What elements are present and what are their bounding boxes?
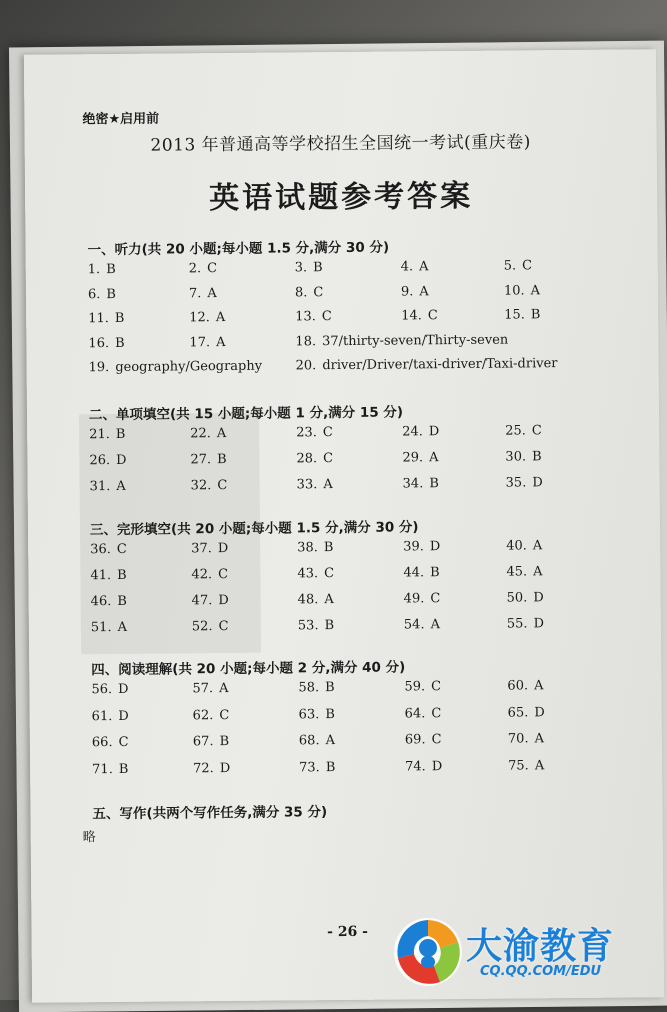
- answer-item: [507, 616, 544, 631]
- answer-value: B: [114, 310, 125, 326]
- answer-value: C: [431, 732, 442, 748]
- answer-value: A: [325, 733, 336, 749]
- answer-item: [504, 283, 540, 298]
- question-number: 61.: [91, 708, 113, 724]
- answer-item: [189, 310, 225, 325]
- answer-item: [507, 590, 544, 605]
- answer-item: [403, 476, 439, 491]
- answer-item: [298, 680, 334, 695]
- answer-value: C: [321, 309, 332, 325]
- watermark-brand: 大渝教育: [466, 926, 615, 967]
- document-title: 英语试题参考答案: [208, 178, 474, 217]
- answer-item: [401, 259, 429, 274]
- answer-section: [82, 798, 592, 846]
- section-heading: 一、听力(共 20 小题;每小题 1.5 分,满分 30 分): [87, 239, 390, 259]
- answer-item: [91, 620, 127, 635]
- answer-item: [83, 826, 96, 845]
- answer-item: [404, 617, 440, 632]
- question-number: 59.: [404, 679, 426, 695]
- answer-value: D: [219, 760, 231, 776]
- question-number: 43.: [297, 566, 319, 582]
- answer-value: B: [106, 286, 117, 302]
- exam-title: 2013 年普通高等学校招生全国统一考试(重庆卷): [150, 132, 531, 156]
- question-number: 12.: [189, 310, 210, 326]
- answer-item: [504, 307, 540, 322]
- answer-item: [404, 591, 441, 606]
- question-number: 36.: [90, 542, 111, 558]
- question-number: 24.: [402, 424, 423, 440]
- answer-item: [91, 594, 127, 609]
- answer-value: A: [534, 757, 545, 773]
- question-number: 32.: [190, 478, 212, 494]
- question-number: 70.: [507, 731, 529, 747]
- question-number: 71.: [92, 761, 113, 777]
- answer-value: D: [217, 541, 229, 557]
- question-number: 48.: [297, 592, 319, 608]
- question-number: 67.: [192, 734, 214, 750]
- answer-value: B: [530, 307, 541, 323]
- answer-item: [401, 308, 438, 323]
- question-number: 46.: [90, 594, 112, 610]
- question-number: 60.: [507, 678, 529, 694]
- answer-value: C: [323, 451, 334, 467]
- question-number: 25.: [505, 423, 526, 439]
- question-number: 52.: [191, 619, 213, 635]
- question-number: 11.: [88, 311, 109, 327]
- answer-value: C: [324, 566, 335, 582]
- answer-value: D: [428, 424, 440, 440]
- section-heading: 四、阅读理解(共 20 小题;每小题 2 分,满分 40 分): [91, 659, 406, 679]
- answer-value: C: [207, 261, 218, 277]
- answer-item: [507, 678, 543, 693]
- answer-item: [193, 708, 230, 723]
- answer-item: [402, 424, 439, 439]
- question-number: 55.: [506, 616, 528, 632]
- answer-value: C: [218, 567, 229, 583]
- answer-item: [403, 539, 440, 554]
- answer-value: A: [323, 477, 333, 493]
- answer-value: B: [325, 706, 335, 722]
- answer-item: [192, 619, 229, 634]
- answer-value: D: [429, 539, 441, 555]
- answer-item: [90, 542, 127, 557]
- answer-value: A: [207, 285, 217, 301]
- question-number: 35.: [505, 475, 527, 491]
- answer-item: [193, 761, 230, 776]
- question-number: 22.: [190, 426, 211, 442]
- question-number: 47.: [191, 593, 213, 609]
- answer-item: [508, 705, 545, 720]
- question-number: 74.: [405, 758, 426, 774]
- question-number: 37.: [191, 541, 212, 557]
- question-number: 19.: [88, 360, 110, 376]
- question-number: 14.: [401, 308, 422, 324]
- answer-value: A: [215, 310, 226, 326]
- answer-value: B: [429, 476, 439, 492]
- answer-value: A: [216, 334, 226, 350]
- answer-value: C: [217, 478, 228, 494]
- question-number: 44.: [403, 565, 425, 581]
- answer-item: [192, 593, 229, 608]
- page-number: - 26 -: [327, 923, 369, 941]
- question-number: 31.: [89, 479, 111, 495]
- answer-value: D: [533, 590, 544, 606]
- question-number: 20.: [295, 358, 317, 374]
- answer-item: [298, 618, 334, 633]
- answer-item: [189, 261, 217, 276]
- answer-value: B: [115, 335, 125, 351]
- answer-item: [296, 356, 558, 373]
- answer-item: [299, 707, 335, 722]
- answer-value: C: [430, 591, 441, 607]
- answer-value: D: [431, 758, 443, 774]
- question-number: 75.: [508, 757, 529, 774]
- answer-value: D: [116, 452, 127, 468]
- answer-value: 37/thirty-seven/Thirty-seven: [322, 332, 509, 349]
- answer-item: [298, 592, 334, 607]
- answer-value: A: [534, 678, 544, 694]
- question-number: 58.: [298, 680, 320, 696]
- question-number: 29.: [402, 450, 424, 466]
- answer-item: [296, 451, 333, 466]
- answer-value: B: [106, 261, 116, 278]
- answer-item: [92, 708, 129, 723]
- question-number: 27.: [190, 452, 212, 468]
- answer-value: A: [533, 564, 543, 580]
- answer-value: A: [324, 592, 334, 608]
- answer-item: [504, 258, 532, 273]
- question-number: 65.: [507, 704, 529, 721]
- question-number: 66.: [91, 735, 113, 751]
- answer-item: [506, 564, 542, 579]
- question-number: 40.: [506, 538, 527, 554]
- watermark-url: CQ.QQ.COM/EDU: [480, 964, 602, 979]
- answer-item: [90, 568, 126, 583]
- question-number: 51.: [90, 620, 112, 636]
- answer-value: C: [427, 308, 438, 324]
- answer-item: [404, 679, 441, 694]
- answer-value: B: [217, 452, 227, 468]
- answer-item: [505, 423, 542, 438]
- answer-value: A: [530, 282, 541, 298]
- answer-item: [92, 735, 129, 750]
- dayu-logo-icon: [388, 912, 468, 992]
- question-number: 18.: [295, 333, 317, 349]
- answer-item: [508, 758, 544, 773]
- answer-item: [190, 452, 226, 467]
- answer-item: [508, 731, 544, 746]
- answer-value: D: [534, 704, 545, 720]
- answer-value: C: [522, 258, 533, 274]
- answer-section: [88, 399, 589, 495]
- answer-value: D: [532, 475, 543, 491]
- answer-value: C: [313, 284, 324, 300]
- section-heading: 二、单项填空(共 15 小题;每小题 1 分,满分 15 分): [88, 404, 404, 424]
- answer-item: [295, 260, 323, 275]
- question-number: 21.: [89, 427, 110, 443]
- question-number: 72.: [193, 760, 214, 776]
- answer-value: B: [313, 260, 323, 276]
- answer-item: [506, 538, 542, 553]
- answer-value: A: [430, 617, 441, 633]
- answer-item: [505, 449, 541, 464]
- answer-item: [193, 734, 229, 749]
- answer-item: [92, 761, 128, 776]
- answer-item: [88, 262, 116, 277]
- question-number: 15.: [504, 307, 525, 323]
- question-number: 64.: [404, 705, 426, 721]
- answer-value: D: [533, 616, 545, 632]
- answer-value: A: [429, 450, 439, 466]
- question-number: 73.: [299, 759, 320, 775]
- answer-item: [299, 733, 335, 748]
- answer-item: [405, 732, 442, 747]
- answer-value: B: [325, 759, 336, 775]
- question-number: 50.: [506, 590, 528, 606]
- answer-item: [190, 426, 226, 441]
- answer-value: C: [218, 619, 229, 635]
- answer-item: [296, 425, 333, 440]
- answer-item: [295, 332, 508, 349]
- answer-value: C: [531, 423, 542, 439]
- answer-item: [191, 478, 228, 493]
- answer-value: A: [534, 731, 545, 747]
- answer-value: C: [116, 541, 127, 557]
- answer-section: [91, 654, 591, 777]
- question-number: 54.: [403, 617, 425, 633]
- answer-value: geography/Geography: [115, 358, 263, 375]
- answer-value: C: [219, 707, 230, 723]
- question-number: 30.: [505, 449, 527, 465]
- answer-item: [506, 475, 543, 490]
- answer-value: C: [118, 734, 129, 750]
- answer-item: [405, 759, 442, 774]
- question-number: 62.: [192, 707, 214, 723]
- answer-item: [297, 566, 334, 581]
- answer-value: B: [219, 734, 230, 750]
- answer-item: [89, 427, 125, 442]
- question-number: 38.: [297, 540, 318, 556]
- answer-item: [90, 479, 126, 494]
- section-heading: 三、完形填空(共 20 小题;每小题 1.5 分,满分 30 分): [89, 519, 419, 539]
- question-number: 68.: [298, 733, 320, 749]
- watermark: [388, 912, 658, 990]
- answer-value: B: [323, 540, 334, 556]
- answer-item: [297, 540, 333, 555]
- answer-value: D: [118, 708, 129, 724]
- answer-item: [189, 286, 217, 301]
- answer-value: B: [532, 449, 542, 465]
- answer-value: B: [430, 565, 440, 581]
- question-number: 10.: [503, 282, 525, 299]
- answer-value: B: [117, 593, 127, 609]
- question-number: 2.: [188, 261, 202, 277]
- question-number: 23.: [296, 425, 317, 441]
- question-number: 13.: [295, 309, 316, 325]
- answer-item: [191, 541, 228, 556]
- answer-value: B: [115, 426, 126, 442]
- answer-value: B: [118, 761, 129, 777]
- question-number: 56.: [91, 682, 113, 698]
- answer-item: [189, 335, 225, 350]
- answer-item: [295, 285, 323, 300]
- answer-value: driver/Driver/taxi-driver/Taxi-driver: [322, 356, 558, 374]
- answer-value: A: [419, 283, 429, 299]
- question-number: 4.: [400, 259, 414, 275]
- answer-item: [88, 286, 116, 301]
- answer-item: [297, 477, 333, 492]
- question-number: 69.: [404, 732, 426, 748]
- answer-value: B: [117, 567, 127, 583]
- question-number: 49.: [403, 591, 425, 607]
- question-number: 41.: [90, 568, 112, 584]
- question-number: 63.: [298, 706, 320, 722]
- answer-item: [89, 453, 126, 468]
- answer-value: A: [532, 538, 543, 554]
- answer-item: [405, 706, 442, 721]
- answer-item: [401, 284, 429, 299]
- answer-value: C: [431, 705, 442, 721]
- answer-value: 略: [82, 830, 96, 846]
- answer-item: [299, 760, 335, 775]
- section-heading: 五、写作(共两个写作任务,满分 35 分): [92, 804, 328, 823]
- answer-item: [88, 335, 124, 350]
- answer-value: A: [116, 478, 126, 494]
- question-number: 8.: [294, 284, 308, 300]
- answer-item: [192, 681, 228, 696]
- question-number: 39.: [403, 539, 424, 555]
- question-number: 1.: [87, 262, 101, 278]
- answer-item: [295, 309, 332, 324]
- question-number: 9.: [400, 283, 414, 299]
- answer-key-page: [24, 49, 664, 1002]
- answer-value: A: [216, 426, 227, 442]
- answer-value: A: [419, 259, 429, 275]
- question-number: 28.: [296, 451, 318, 467]
- question-number: 33.: [296, 477, 318, 493]
- question-number: 57.: [192, 681, 214, 697]
- answer-item: [91, 682, 128, 697]
- answer-value: C: [431, 679, 442, 695]
- answer-section: [89, 514, 590, 636]
- question-number: 6.: [87, 286, 101, 302]
- question-number: 34.: [402, 476, 424, 492]
- answer-value: A: [219, 681, 229, 697]
- answer-value: B: [325, 680, 335, 696]
- question-number: 3.: [294, 260, 308, 276]
- confidential-label: 绝密★启用前: [82, 111, 160, 128]
- answer-item: [88, 311, 124, 326]
- answer-value: D: [218, 593, 229, 609]
- answer-section: [87, 234, 587, 376]
- answer-item: [191, 567, 228, 582]
- question-number: 7.: [188, 285, 202, 301]
- question-number: 53.: [297, 618, 319, 634]
- answer-item: [402, 450, 438, 465]
- question-number: 16.: [88, 335, 110, 351]
- answer-value: A: [117, 619, 128, 635]
- answer-value: D: [118, 681, 129, 697]
- question-number: 5.: [503, 258, 517, 274]
- answer-item: [403, 565, 439, 580]
- question-number: 26.: [89, 453, 111, 469]
- answer-value: B: [324, 618, 335, 634]
- question-number: 17.: [189, 334, 211, 350]
- answer-value: C: [322, 425, 333, 441]
- question-number: 45.: [506, 564, 528, 580]
- answer-item: [89, 359, 263, 376]
- question-number: 42.: [191, 567, 213, 583]
